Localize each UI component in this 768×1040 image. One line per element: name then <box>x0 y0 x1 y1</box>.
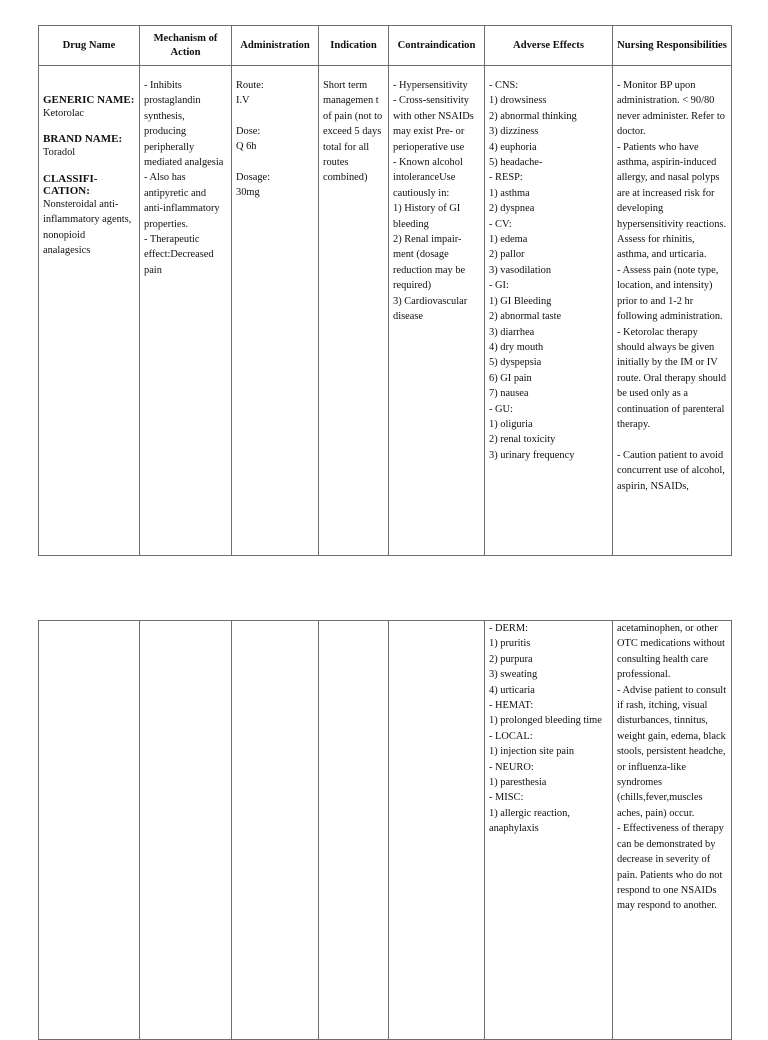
adverse-effect-item: - MISC: <box>489 792 524 804</box>
route-value: I.V <box>236 95 250 107</box>
drug-name-cell <box>39 66 140 556</box>
header-indication: Indication <box>319 26 389 66</box>
adverse-effect-item: 2) pallor <box>489 249 525 261</box>
dosage-label: Dosage: <box>236 171 271 183</box>
adverse-effect-item: 1) asthma <box>489 187 530 199</box>
generic-name-value: Ketorolac <box>43 108 84 119</box>
adverse-effect-item: 2) purpura <box>489 653 533 665</box>
adverse-effect-item: 1) prolonged bleeding time <box>489 715 602 727</box>
contraindication-cell <box>389 66 485 556</box>
adverse-effect-item: - GI: <box>489 280 509 292</box>
drug-study-table-page-1 <box>38 25 732 556</box>
adverse-effect-item: - LOCAL: <box>489 730 533 742</box>
adverse-effect-item: 1) GI Bleeding <box>489 295 552 307</box>
adverse-effect-item: 1) drowsiness <box>489 95 547 107</box>
adverse-effect-item: 4) euphoria <box>489 141 537 153</box>
brand-name-label: BRAND NAME: <box>43 133 123 146</box>
administration-cell-empty <box>232 621 319 1040</box>
adverse-effect-item: 4) urticaria <box>489 684 535 696</box>
adverse-effect-item: 1) allergic reaction, anaphylaxis <box>489 807 573 835</box>
adverse-effect-item: 2) abnormal thinking <box>489 110 577 122</box>
adverse-effect-item: 2) abnormal taste <box>489 311 562 323</box>
indication-cell <box>319 66 389 556</box>
adverse-effect-item: 3) dizziness <box>489 126 539 138</box>
nursing-cell <box>613 66 732 556</box>
drug-study-table-page-2 <box>38 620 732 1040</box>
adverse-effect-item: 2) dyspnea <box>489 203 535 215</box>
nursing-cell-continued <box>613 621 732 1040</box>
adverse-effect-item: 7) nausea <box>489 388 529 400</box>
adverse-effect-item: 1) paresthesia <box>489 777 547 789</box>
adverse-effect-item: - HEMAT: <box>489 700 534 712</box>
dose-label: Dose: <box>236 125 261 137</box>
adverse-effect-item: 3) vasodilation <box>489 264 552 276</box>
adverse-effect-item: 5) headache- <box>489 157 543 169</box>
indication-cell-empty <box>319 621 389 1040</box>
route-label: Route: <box>236 80 264 91</box>
adverse-effects-cell-continued <box>485 621 613 1040</box>
indication-text: Short term managemen t of pain (not to exceed 5 days total for all routes combined) <box>323 80 385 184</box>
generic-name-label: GENERIC NAME: <box>43 94 135 106</box>
table-row <box>39 66 732 556</box>
adverse-effect-item: - NEURO: <box>489 761 534 773</box>
table-header-row <box>39 26 732 66</box>
adverse-effect-item: - DERM: <box>489 623 528 634</box>
nursing-text: - Monitor BP upon administration. < 90/80 never administer. Refer to doctor. - Patients who have asthma, aspirin-induced allergy, and nasal polyps are at increased risk for developing hypersensitivity reactions. Assess for rhinitis, asthma, and urticaria. - Assess pain (note type, location, and intensity) prior to and 1-2 hr following administration. - Ketorolac therapy should always be given initially by the IM or IV route. Oral therapy should be used only as a continuation of parenteral therapy. - Caution patient to avoid concurrent use of alcohol, aspirin, NSAIDs, <box>617 80 727 492</box>
adverse-effect-item: 3) sweating <box>489 669 538 681</box>
mechanism-cell-empty <box>140 621 232 1040</box>
nursing-text-continued: acetaminophen, or other OTC medications without consulting health care professional. - Advise patient to consult if rash, itching, visual disturbances, tinnitus, weight gain, edema, black stools, persistent headche, or influenza-like syndromes (chills,fever,muscles aches, pain) occur. - Effectiveness of therapy can be demonstrated by decrease in severity of pain. Patients who do not respond to one NSAIDs may respond to another. <box>617 623 727 912</box>
adverse-effect-item: 1) pruritis <box>489 638 531 650</box>
header-drug-name: Drug Name <box>39 26 140 66</box>
adverse-effect-item: 1) injection site pain <box>489 746 575 758</box>
brand-name-value: Toradol <box>43 147 76 159</box>
table-row <box>39 621 732 1040</box>
mechanism-text: - Inhibits prostaglandin synthesis, producing peripherally mediated analgesia - Also has antipyretic and anti-inflammatory properties. - Therapeutic effect:Decreased pain <box>144 80 224 276</box>
dose-value: Q 6h <box>236 141 257 153</box>
adverse-effect-item: 4) dry mouth <box>489 341 544 353</box>
contraindication-cell-empty <box>389 621 485 1040</box>
adverse-effect-item: 1) edema <box>489 234 528 246</box>
header-administration: Administration <box>232 26 319 66</box>
drug-name-cell-empty <box>39 621 140 1040</box>
header-nursing: Nursing Responsibilities <box>613 26 732 66</box>
header-mechanism: Mechanism of Action <box>140 26 232 66</box>
administration-cell <box>232 66 319 556</box>
adverse-effect-item: - GU: <box>489 403 513 415</box>
header-adverse-effects: Adverse Effects <box>485 26 613 66</box>
adverse-effect-item: 2) renal toxicity <box>489 434 556 446</box>
adverse-effect-item: 3) urinary frequency <box>489 449 575 461</box>
dosage-value: 30mg <box>236 187 260 199</box>
adverse-effect-item: 3) diarrhea <box>489 326 535 338</box>
classification-value: Nonsteroidal anti-inflammatory agents, nonopioid analagesics <box>43 198 132 257</box>
adverse-effect-item: - CNS: <box>489 80 519 91</box>
contraindication-text: - Hypersensitivity - Cross-sensitivity with other NSAIDs may exist Pre- or perioperative use - Known alcohol intoleranceUse cautiously in: 1) History of GI bleeding 2) Renal impair-ment (dosage reduction may be required) 3) Cardiovascular disease <box>393 80 474 323</box>
adverse-effects-cell <box>485 66 613 556</box>
classification-label: CLASSIFI-CATION: <box>43 172 98 197</box>
adverse-effect-item: 1) oliguria <box>489 418 533 430</box>
adverse-effect-item: - RESP: <box>489 172 523 184</box>
adverse-effect-item: 6) GI pain <box>489 372 532 384</box>
adverse-effect-item: - CV: <box>489 218 512 230</box>
header-contraindication: Contraindication <box>389 26 485 66</box>
mechanism-cell <box>140 66 232 556</box>
adverse-effect-item: 5) dyspepsia <box>489 357 542 369</box>
